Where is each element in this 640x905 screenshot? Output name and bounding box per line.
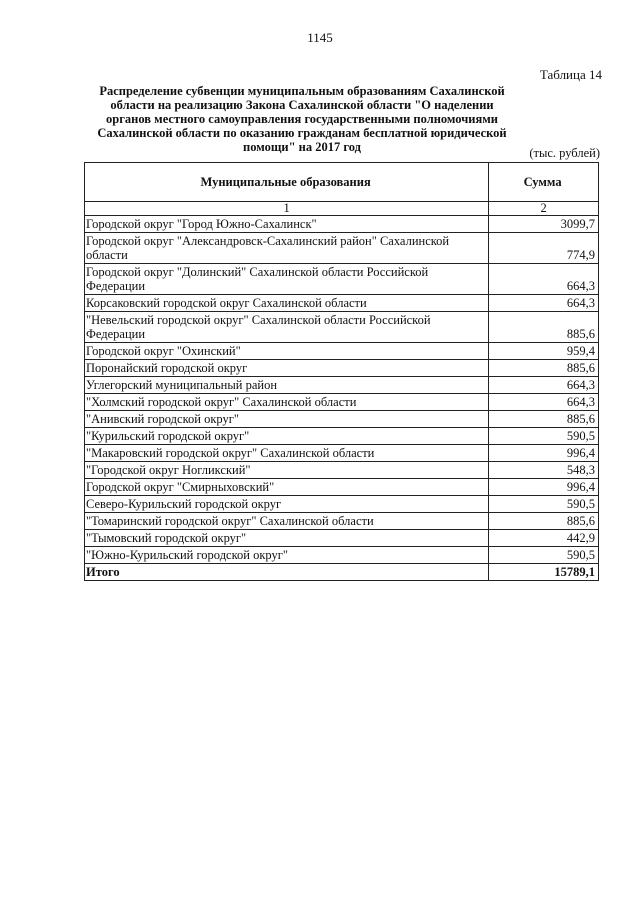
municipality-name: "Холмский городской округ" Сахалинской области: [85, 394, 489, 411]
total-label: Итого: [85, 564, 489, 581]
column-index-1: 1: [85, 202, 489, 216]
total-row: [85, 564, 599, 581]
subvention-sum: 664,3: [489, 377, 599, 394]
subvention-sum: 590,5: [489, 547, 599, 564]
subvention-sum: 442,9: [489, 530, 599, 547]
table-row: [85, 264, 599, 295]
municipality-name: Углегорский муниципальный район: [85, 377, 489, 394]
table-row: [85, 530, 599, 547]
table-row: [85, 295, 599, 312]
header-sum: Сумма: [489, 163, 599, 202]
table-row: [85, 377, 599, 394]
subvention-sum: 996,4: [489, 479, 599, 496]
table-row: [85, 216, 599, 233]
subvention-sum: 885,6: [489, 312, 599, 343]
subvention-sum: 548,3: [489, 462, 599, 479]
subvention-sum: 664,3: [489, 264, 599, 295]
subvention-sum: 885,6: [489, 411, 599, 428]
table-label: Таблица 14: [539, 67, 602, 82]
municipality-name: "Тымовский городской округ": [85, 530, 489, 547]
units-label: (тыс. рублей): [529, 146, 600, 160]
table-row: [85, 547, 599, 564]
subvention-sum: 774,9: [489, 233, 599, 264]
municipality-name: "Южно-Курильский городской округ": [85, 547, 489, 564]
subvention-sum: 885,6: [489, 360, 599, 377]
subvention-sum: 590,5: [489, 496, 599, 513]
table-row: [85, 411, 599, 428]
municipality-name: Городской округ "Город Южно-Сахалинск": [85, 216, 489, 233]
table-row: [85, 479, 599, 496]
table-row: [85, 233, 599, 264]
column-index-2: 2: [489, 202, 599, 216]
subvention-table: [84, 162, 599, 581]
table-row: [85, 312, 599, 343]
municipality-name: "Макаровский городской округ" Сахалинской области: [85, 445, 489, 462]
document-title: Распределение субвенции муниципальным образованиям Сахалинской области на реализацию Закона Сахалинской области "О наделении органов местного самоуправления государственными полномочиями Сахалинской области по оказанию гражданам бесплатной юридической помощи" на 2017 год: [97, 84, 507, 154]
municipality-name: Городской округ "Александровск-Сахалинский район" Сахалинской области: [85, 233, 489, 264]
subvention-sum: 885,6: [489, 513, 599, 530]
municipality-name: Поронайский городской округ: [85, 360, 489, 377]
table-row: [85, 445, 599, 462]
table-row: [85, 462, 599, 479]
table-row: [85, 513, 599, 530]
subvention-sum: 3099,7: [489, 216, 599, 233]
subvention-sum: 959,4: [489, 343, 599, 360]
page-number: 1145: [307, 30, 333, 45]
column-index-row: [85, 202, 599, 216]
header-municipalities: Муниципальные образования: [85, 163, 489, 202]
municipality-name: "Невельский городской округ" Сахалинской области Российской Федерации: [85, 312, 489, 343]
municipality-name: Северо-Курильский городской округ: [85, 496, 489, 513]
table-row: [85, 343, 599, 360]
municipality-name: Городской округ "Охинский": [85, 343, 489, 360]
municipality-name: Городской округ "Смирныховский": [85, 479, 489, 496]
municipality-name: "Томаринский городской округ" Сахалинской области: [85, 513, 489, 530]
subvention-sum: 996,4: [489, 445, 599, 462]
municipality-name: "Городской округ Ногликский": [85, 462, 489, 479]
subvention-sum: 664,3: [489, 295, 599, 312]
table-row: [85, 496, 599, 513]
table-row: [85, 360, 599, 377]
municipality-name: Корсаковский городской округ Сахалинской области: [85, 295, 489, 312]
table-header-row: [85, 163, 599, 202]
total-sum: 15789,1: [489, 564, 599, 581]
municipality-name: "Курильский городской округ": [85, 428, 489, 445]
municipality-name: "Анивский городской округ": [85, 411, 489, 428]
municipality-name: Городской округ "Долинский" Сахалинской области Российской Федерации: [85, 264, 489, 295]
table-row: [85, 394, 599, 411]
table-row: [85, 428, 599, 445]
subvention-sum: 590,5: [489, 428, 599, 445]
subvention-sum: 664,3: [489, 394, 599, 411]
